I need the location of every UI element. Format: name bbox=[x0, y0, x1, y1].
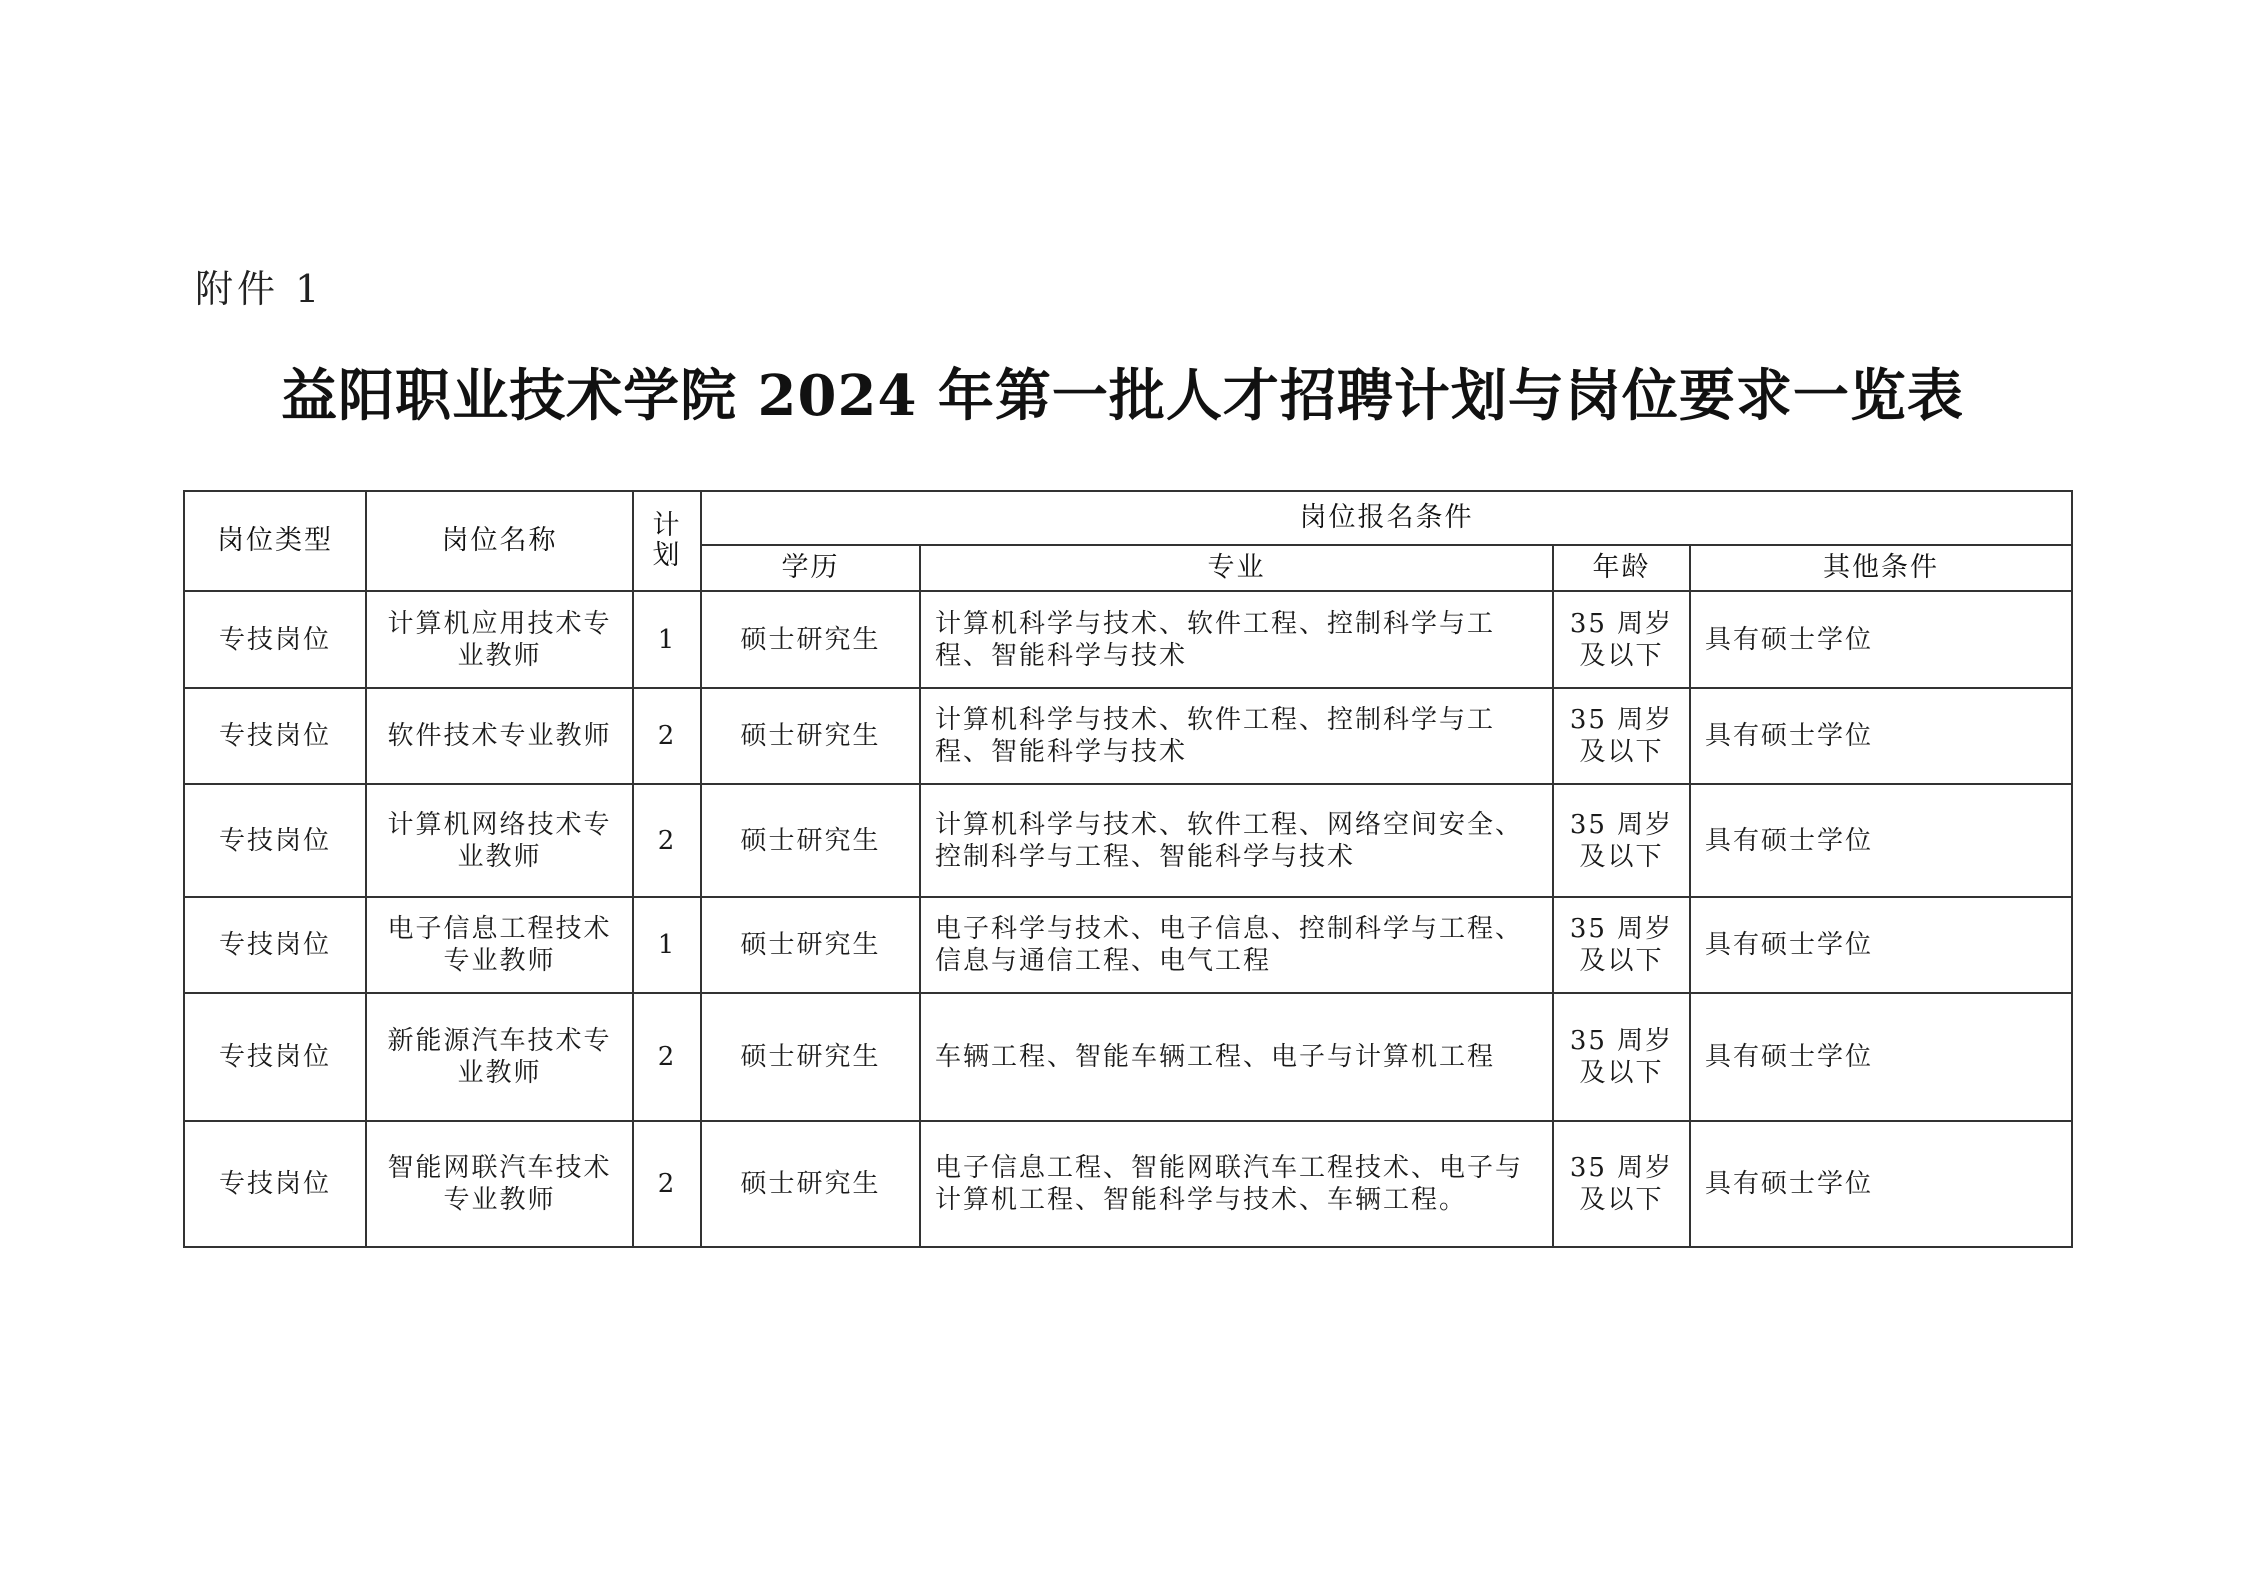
cell-other: 具有硕士学位 bbox=[1690, 993, 2072, 1121]
header-position-type: 岗位类型 bbox=[184, 491, 366, 591]
cell-education: 硕士研究生 bbox=[701, 993, 920, 1121]
table-row bbox=[184, 688, 2072, 784]
cell-major: 计算机科学与技术、软件工程、控制科学与工程、智能科学与技术 bbox=[920, 688, 1553, 784]
header-position-name: 岗位名称 bbox=[366, 491, 633, 591]
cell-age: 35 周岁及以下 bbox=[1553, 993, 1690, 1121]
cell-age: 35 周岁及以下 bbox=[1553, 784, 1690, 897]
cell-plan: 2 bbox=[633, 993, 701, 1121]
table-row bbox=[184, 993, 2072, 1121]
header-row-1 bbox=[184, 491, 2072, 545]
table-row bbox=[184, 784, 2072, 897]
cell-major: 车辆工程、智能车辆工程、电子与计算机工程 bbox=[920, 993, 1553, 1121]
table-row bbox=[184, 591, 2072, 688]
cell-other: 具有硕士学位 bbox=[1690, 897, 2072, 993]
cell-other: 具有硕士学位 bbox=[1690, 784, 2072, 897]
cell-plan: 2 bbox=[633, 784, 701, 897]
cell-type: 专技岗位 bbox=[184, 784, 366, 897]
cell-education: 硕士研究生 bbox=[701, 591, 920, 688]
cell-education: 硕士研究生 bbox=[701, 688, 920, 784]
cell-major: 计算机科学与技术、软件工程、网络空间安全、控制科学与工程、智能科学与技术 bbox=[920, 784, 1553, 897]
header-major: 专业 bbox=[920, 545, 1553, 591]
cell-type: 专技岗位 bbox=[184, 1121, 366, 1247]
cell-age: 35 周岁及以下 bbox=[1553, 1121, 1690, 1247]
cell-age: 35 周岁及以下 bbox=[1553, 897, 1690, 993]
cell-name: 新能源汽车技术专业教师 bbox=[366, 993, 633, 1121]
cell-major: 计算机科学与技术、软件工程、控制科学与工程、智能科学与技术 bbox=[920, 591, 1553, 688]
cell-type: 专技岗位 bbox=[184, 591, 366, 688]
cell-type: 专技岗位 bbox=[184, 993, 366, 1121]
cell-education: 硕士研究生 bbox=[701, 897, 920, 993]
header-conditions: 岗位报名条件 bbox=[701, 491, 2072, 545]
cell-type: 专技岗位 bbox=[184, 897, 366, 993]
cell-plan: 2 bbox=[633, 688, 701, 784]
header-other: 其他条件 bbox=[1690, 545, 2072, 591]
cell-education: 硕士研究生 bbox=[701, 784, 920, 897]
cell-age: 35 周岁及以下 bbox=[1553, 591, 1690, 688]
table-row bbox=[184, 897, 2072, 993]
cell-name: 智能网联汽车技术专业教师 bbox=[366, 1121, 633, 1247]
cell-major: 电子信息工程、智能网联汽车工程技术、电子与计算机工程、智能科学与技术、车辆工程。 bbox=[920, 1121, 1553, 1247]
cell-other: 具有硕士学位 bbox=[1690, 688, 2072, 784]
cell-major: 电子科学与技术、电子信息、控制科学与工程、信息与通信工程、电气工程 bbox=[920, 897, 1553, 993]
cell-age: 35 周岁及以下 bbox=[1553, 688, 1690, 784]
attachment-label: 附件 1 bbox=[195, 267, 324, 311]
cell-name: 计算机应用技术专业教师 bbox=[366, 591, 633, 688]
cell-plan: 2 bbox=[633, 1121, 701, 1247]
cell-plan: 1 bbox=[633, 591, 701, 688]
table-row bbox=[184, 1121, 2072, 1247]
recruitment-table bbox=[183, 490, 2073, 1248]
cell-other: 具有硕士学位 bbox=[1690, 1121, 2072, 1247]
cell-name: 计算机网络技术专业教师 bbox=[366, 784, 633, 897]
cell-other: 具有硕士学位 bbox=[1690, 591, 2072, 688]
cell-name: 电子信息工程技术专业教师 bbox=[366, 897, 633, 993]
header-plan: 计划 bbox=[633, 491, 701, 591]
header-education: 学历 bbox=[701, 545, 920, 591]
cell-education: 硕士研究生 bbox=[701, 1121, 920, 1247]
cell-type: 专技岗位 bbox=[184, 688, 366, 784]
cell-plan: 1 bbox=[633, 897, 701, 993]
header-age: 年龄 bbox=[1553, 545, 1690, 591]
cell-name: 软件技术专业教师 bbox=[366, 688, 633, 784]
page-title: 益阳职业技术学院 2024 年第一批人才招聘计划与岗位要求一览表 bbox=[281, 363, 1964, 429]
